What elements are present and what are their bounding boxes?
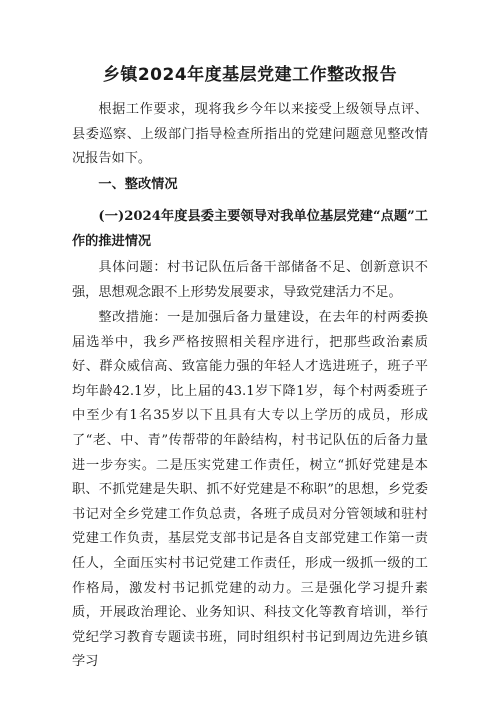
document-title: 乡镇2024年度基层党建工作整改报告 xyxy=(102,65,398,85)
section-heading-rectification: 一、整改情况 xyxy=(98,177,178,192)
measures-paragraph: 整改措施：一是加强后备力量建设，在去年的村两委换届选举中，我乡严格按照相关程序进行，把那些政治素质好、群众威信高、致富能力强的年轻人才选进班子，班子平均年龄42.1岁，比上届的43.1岁下降1岁，每个村两委班子中至少有1名35岁以下且具有大专以上学历的成员，形成了“老、中、青”传帮带的年龄结构，村书记队伍的后备力量进一步夯实。二是压实党建工作责任，树立“抓好党建是本职、不抓党建是失职、抓不好党建是不称职”的思想，乡党委书记对全乡党建工作负总责，各班子成员对分管领域和驻村党建工作负责，基层党支部书记是各自支部党建工作第一责任人，全面压实村书记党建工作责任，形成一级抓一级的工作格局，激发村书记抓党建的动力。三是强化学习提升素质，开展政治理论、业务知识、科技文化等教育培训，举行党纪学习教育专题读书班，同时组织村书记到周边先进乡镇学习 xyxy=(72,310,428,670)
intro-paragraph: 根据工作要求，现将我乡今年以来接受上级领导点评、县委巡察、上级部门指导检查所指出的党建问题意见整改情况报告如下。 xyxy=(72,102,428,167)
problem-paragraph: 具体问题：村书记队伍后备干部储备不足、创新意识不强，思想观念跟不上形势发展要求，导致党建活力不足。 xyxy=(72,260,428,300)
subsection-heading-county-leader: (一)2024年度县委主要领导对我单位基层党建“点题”工作的推进情况 xyxy=(72,209,428,249)
